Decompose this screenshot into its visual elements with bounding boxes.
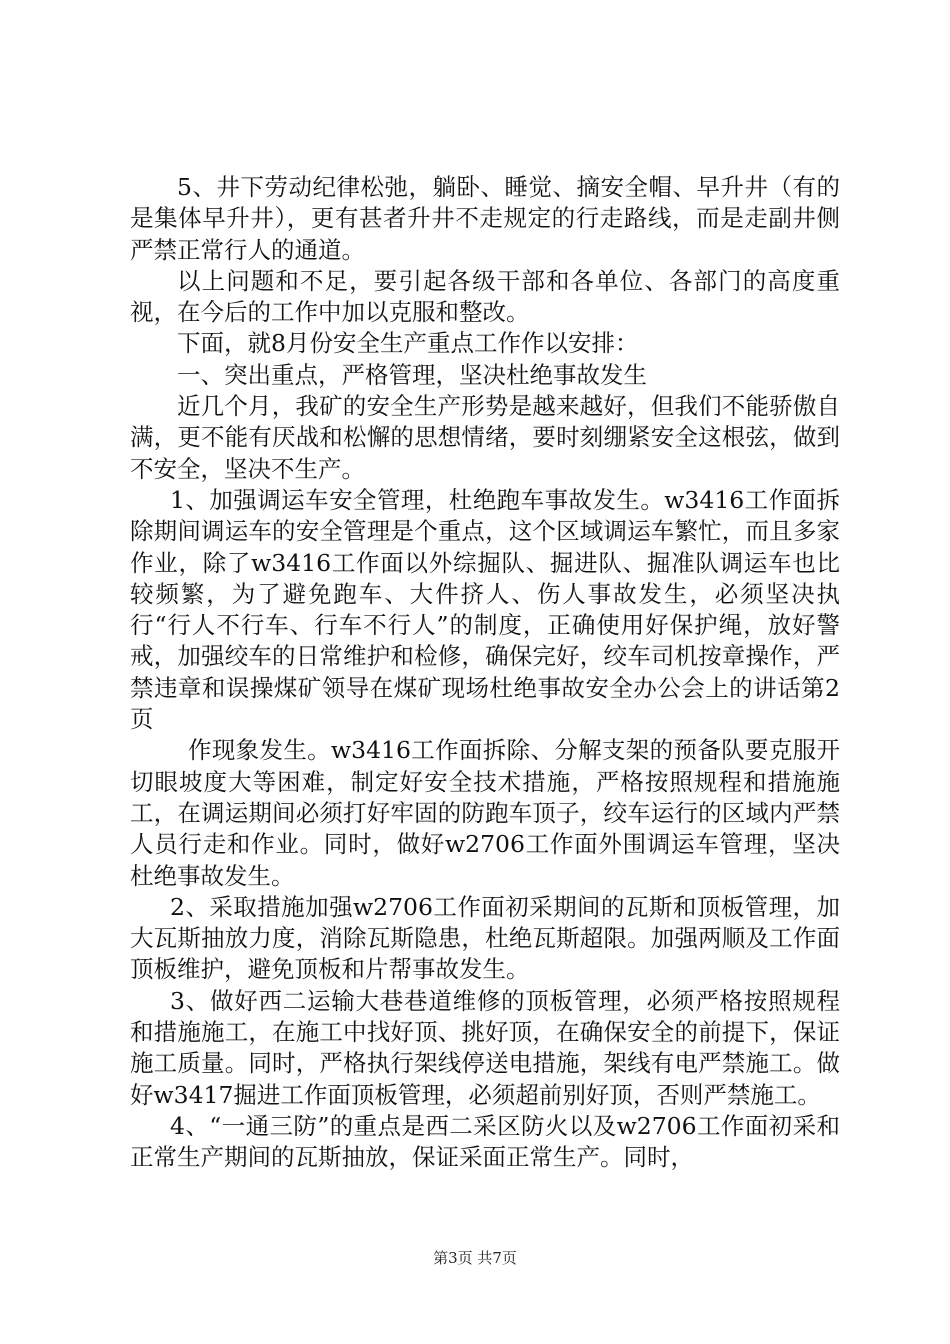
paragraph-point-3: 3、做好西二运输大巷巷道维修的顶板管理，必须严格按照规程和措施施工，在施工中找好顶、挑好顶，在确保安全的前提下，保证施工质量。同时，严格执行架线停送电措施，架线有电严禁施工。做好w3417掘进工作面顶板管理，必须超前别好顶，否则严禁施工。 bbox=[130, 986, 840, 1109]
section-heading-1: 一、突出重点，严格管理，坚决杜绝事故发生 bbox=[177, 360, 647, 389]
page-footer: 第3页 共7页 bbox=[433, 1249, 517, 1267]
paragraph-safety-situation: 近几个月，我矿的安全生产形势是越来越好，但我们不能骄傲自满，更不能有厌战和松懈的思想情绪，要时刻绷紧安全这根弦，做到不安全，坚决不生产。 bbox=[130, 392, 840, 483]
paragraph-item-5: 5、井下劳动纪律松弛，躺卧、睡觉、摘安全帽、早升井（有的是集体早升井），更有甚者升井不走规定的行走路线，而是走副井侧严禁正常行人的通道。 bbox=[130, 173, 840, 264]
paragraph-point-2: 2、采取措施加强w2706工作面初采期间的瓦斯和顶板管理，加大瓦斯抽放力度，消除瓦斯隐患，杜绝瓦斯超限。加强两顺及工作面顶板维护，避免顶板和片帮事故发生。 bbox=[130, 892, 840, 984]
paragraph-point-1: 1、加强调运车安全管理，杜绝跑车事故发生。w3416工作面拆除期间调运车的安全管理是个重点，这个区域调运车繁忙，而且多家作业，除了w3416工作面以外综掘队、掘进队、掘准队调运车也比较频繁，为了避免跑车、大件挤人、伤人事故发生，必须坚决执行“行人不行车、行车不行人”的制度，正确使用好保护绳，放好警戒，加强绞车的日常维护和检修，确保完好，绞车司机按章操作，严禁违章和误操煤矿领导在煤矿现场杜绝事故安全办公会上的讲话第2页 bbox=[130, 485, 840, 734]
paragraph-issues-summary: 以上问题和不足，要引起各级干部和各单位、各部门的高度重视，在今后的工作中加以克服和整改。 bbox=[130, 266, 840, 327]
document-body bbox=[130, 172, 840, 1174]
paragraph-august-intro: 下面，就8月份安全生产重点工作作以安排： bbox=[177, 329, 639, 358]
paragraph-point-1-continued: 作现象发生。w3416工作面拆除、分解支架的预备队要克服开切眼坡度大等困难，制定好安全技术措施，严格按照规程和措施施工，在调运期间必须打好牢固的防跑车顶子，绞车运行的区域内严禁人员行走和作业。同时，做好w2706工作面外围调运车管理，坚决杜绝事故发生。 bbox=[130, 736, 840, 890]
paragraph-point-4: 4、“一通三防”的重点是西二采区防火以及w2706工作面初采和正常生产期间的瓦斯抽放，保证采面正常生产。同时， bbox=[130, 1111, 840, 1172]
